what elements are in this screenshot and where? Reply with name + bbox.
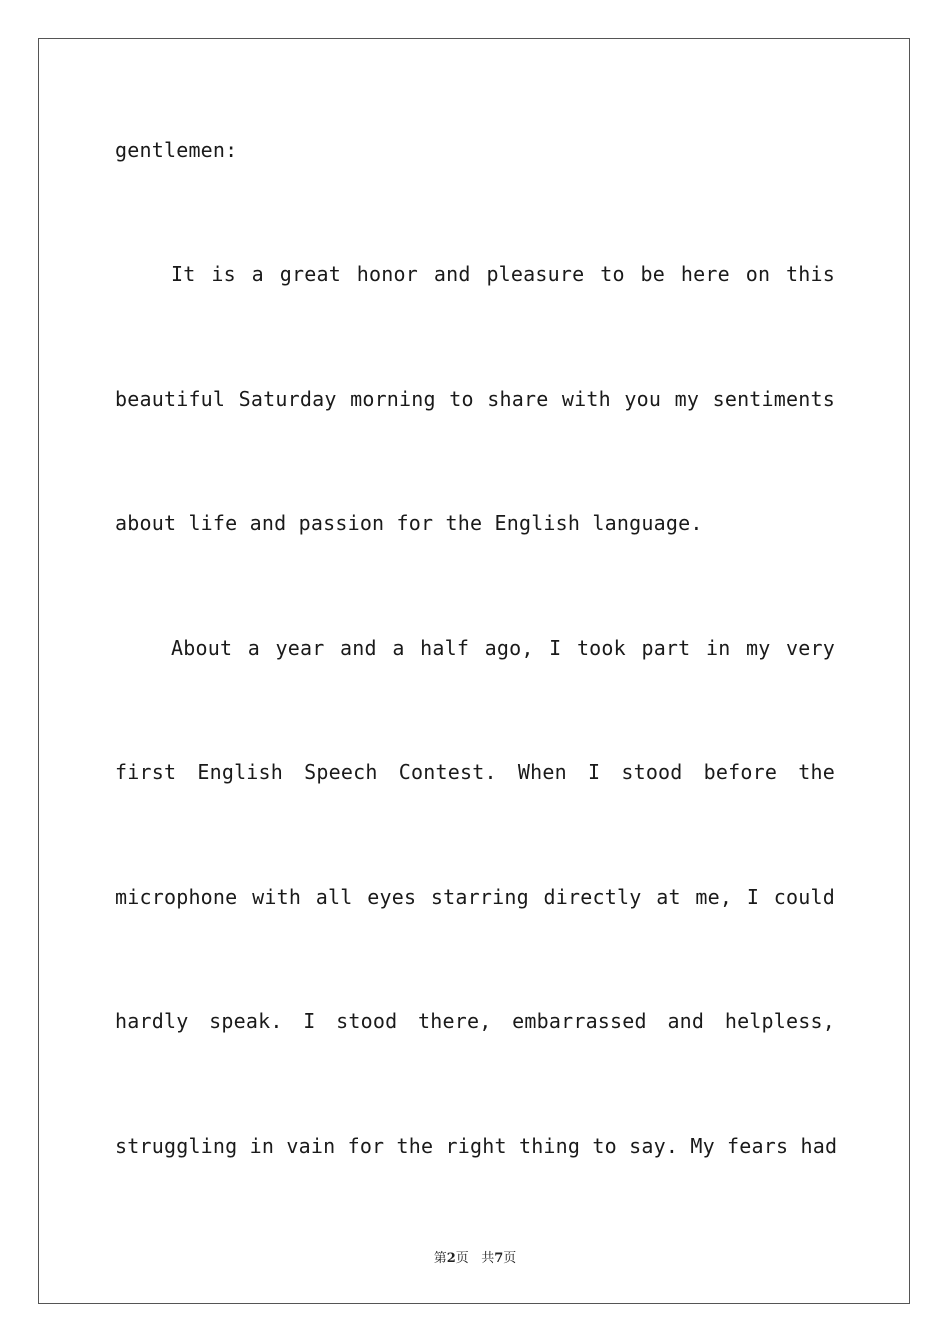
text-line: It is a great honor and pleasure to be here on this <box>171 262 835 286</box>
text-line: gentlemen: <box>115 138 238 162</box>
current-page-number: 2 <box>446 1251 456 1266</box>
text-line: beautiful Saturday morning to share with you my sentiments <box>115 387 835 411</box>
page-footer <box>0 1247 950 1266</box>
page-border <box>38 38 910 1304</box>
text-line: struggling in vain for the right thing to say. My fears had <box>115 1134 838 1158</box>
total-page-count: 7 <box>494 1251 504 1266</box>
text-line: hardly speak. I stood there, embarrassed and helpless, <box>115 1009 835 1033</box>
text-line: about life and passion for the English language. <box>115 511 703 535</box>
footer-page-word: 页 <box>455 1251 469 1266</box>
text-line: About a year and a half ago, I took part in my very <box>171 636 835 660</box>
footer-prefix: 第 <box>433 1251 447 1266</box>
text-line: microphone with all eyes starring directly at me, I could <box>115 885 835 909</box>
footer-total-prefix: 共 <box>481 1251 495 1266</box>
footer-total-suffix: 页 <box>503 1251 517 1266</box>
text-line: first English Speech Contest. When I stood before the <box>115 760 835 784</box>
